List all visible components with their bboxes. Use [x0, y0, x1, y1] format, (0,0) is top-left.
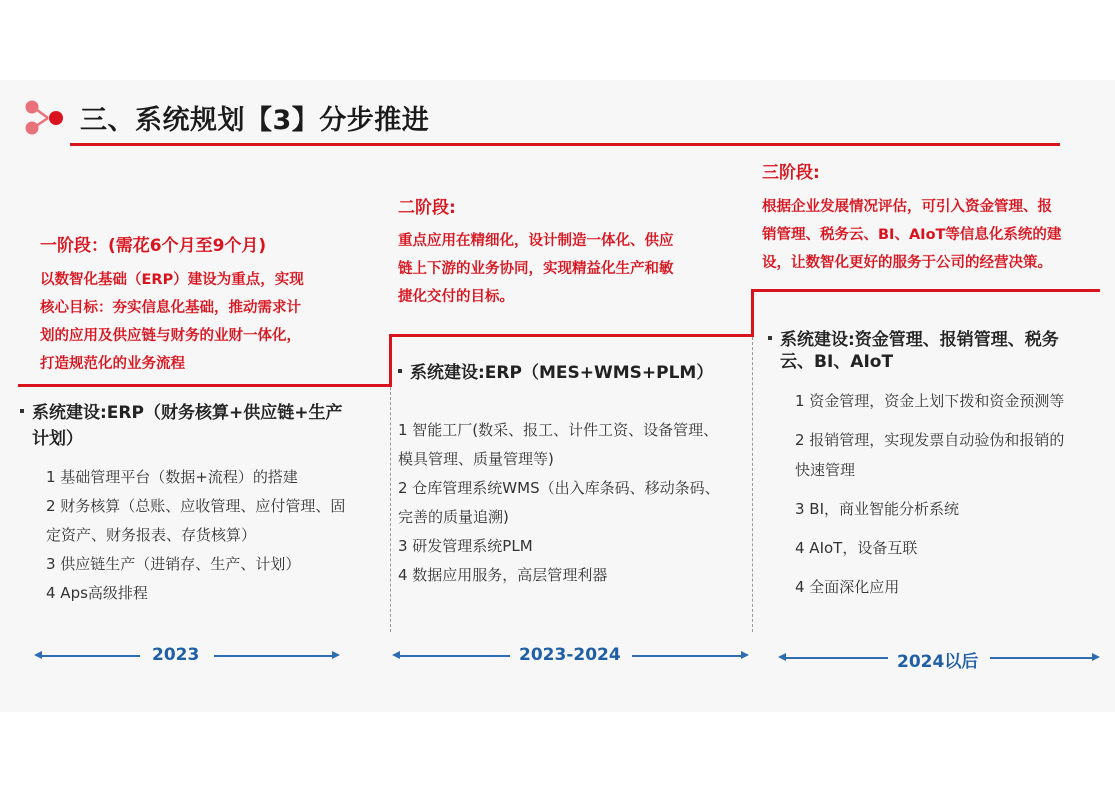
step-line-stage1 — [18, 384, 392, 387]
timeline-line — [398, 655, 510, 657]
arrow-right-icon — [332, 651, 340, 659]
stage1-system-heading-line1: 系统建设:ERP（财务核算+供应链+生产 — [32, 403, 343, 423]
stage1-heading: 一阶段：(需花6个月至9个月) — [40, 236, 267, 256]
page-title: 三、系统规划【3】分步推进 — [80, 105, 430, 136]
list-item: 3 研发管理系统PLM — [398, 537, 533, 555]
stage3-line: 根据企业发展情况评估，可引入资金管理、报 — [762, 199, 1052, 215]
list-item: 1 基础管理平台（数据+流程）的搭建 — [46, 468, 298, 486]
bullet-icon — [768, 336, 772, 340]
molecule-logo-icon — [22, 98, 68, 138]
stage2-line: 链上下游的业务协同，实现精益化生产和敏 — [398, 261, 674, 277]
bullet-icon — [398, 369, 402, 373]
column-divider — [752, 337, 753, 632]
timeline-line — [214, 655, 334, 657]
timeline-line — [784, 657, 888, 659]
stage3-line: 设，让数智化更好的服务于公司的经营决策。 — [762, 255, 1052, 271]
list-item: 3 BI，商业智能分析系统 — [795, 500, 960, 518]
stage1-system-heading-line2: 计划） — [32, 429, 83, 449]
stage3-system-heading — [768, 329, 1108, 373]
stage1-line: 划的应用及供应链与财务的业财一体化， — [40, 328, 301, 344]
list-item: 4 AIoT，设备互联 — [795, 539, 918, 557]
arrow-right-icon — [1092, 653, 1100, 661]
stage2-system-heading-text: 系统建设:ERP（MES+WMS+PLM） — [410, 363, 714, 383]
title-underline — [70, 143, 1060, 146]
stage1-line: 打造规范化的业务流程 — [40, 356, 185, 372]
arrow-right-icon — [741, 651, 749, 659]
list-item: 3 供应链生产（进销存、生产、计划） — [46, 555, 301, 573]
step-line-riser1 — [389, 334, 392, 387]
timeline-line — [40, 655, 140, 657]
list-item: 2 财务核算（总账、应收管理、应付管理、固 — [46, 497, 346, 515]
list-item: 定资产、财务报表、存货核算） — [46, 526, 257, 544]
list-item: 1 智能工厂(数采、报工、计件工资、设备管理、 — [398, 421, 719, 439]
stage1-line: 以数智化基础（ERP）建设为重点，实现 — [40, 272, 304, 288]
timeline-line — [632, 655, 742, 657]
year-label-2023-2024: 2023-2024 — [519, 645, 621, 665]
list-item: 2 仓库管理系统WMS（出入库条码、移动条码、 — [398, 479, 720, 497]
stage3-line: 销管理、税务云、BI、AIoT等信息化系统的建 — [762, 227, 1062, 243]
timeline-line — [990, 657, 1094, 659]
stage2-line: 捷化交付的目标。 — [398, 289, 514, 305]
list-item: 4 Aps高级排程 — [46, 584, 148, 602]
list-item-line: 快速管理 — [795, 461, 856, 479]
stage2-line: 重点应用在精细化，设计制造一体化、供应 — [398, 233, 674, 249]
stage3-description — [762, 193, 1102, 277]
step-line-stage3 — [751, 289, 1100, 292]
step-line-stage2 — [389, 334, 754, 337]
list-item: 4 数据应用服务，高层管理利器 — [398, 566, 608, 584]
stage3-system-heading-line1: 系统建设:资金管理、报销管理、税务 — [780, 330, 1059, 350]
year-label-2024-later: 2024以后 — [897, 652, 979, 672]
year-label-2023: 2023 — [152, 645, 200, 665]
stage1-items — [46, 463, 386, 608]
column-divider — [390, 387, 391, 632]
list-item: 1 资金管理，资金上划下拨和资金预测等 — [795, 392, 1065, 410]
stage1-system-heading — [20, 400, 380, 452]
stage3-heading: 三阶段: — [762, 163, 820, 183]
step-line-riser2 — [751, 289, 754, 337]
list-item — [795, 421, 1105, 490]
stage2-system-heading — [398, 360, 748, 386]
bullet-icon — [20, 409, 24, 413]
stage1-line: 核心目标：夯实信息化基础，推动需求计 — [40, 300, 301, 316]
stage3-system-heading-line2: 云、BI、AIoT — [780, 352, 894, 372]
stage2-items — [398, 416, 748, 590]
stage2-heading: 二阶段: — [398, 198, 456, 218]
stage2-description — [398, 227, 728, 311]
stage1-description — [40, 266, 370, 378]
list-item-line: 2 报销管理，实现发票自动验伪和报销的 — [795, 431, 1065, 449]
list-item: 完善的质量追溯) — [398, 508, 509, 526]
list-item: 4 全面深化应用 — [795, 578, 900, 596]
list-item: 模具管理、质量管理等) — [398, 450, 554, 468]
stage3-items — [795, 382, 1105, 607]
